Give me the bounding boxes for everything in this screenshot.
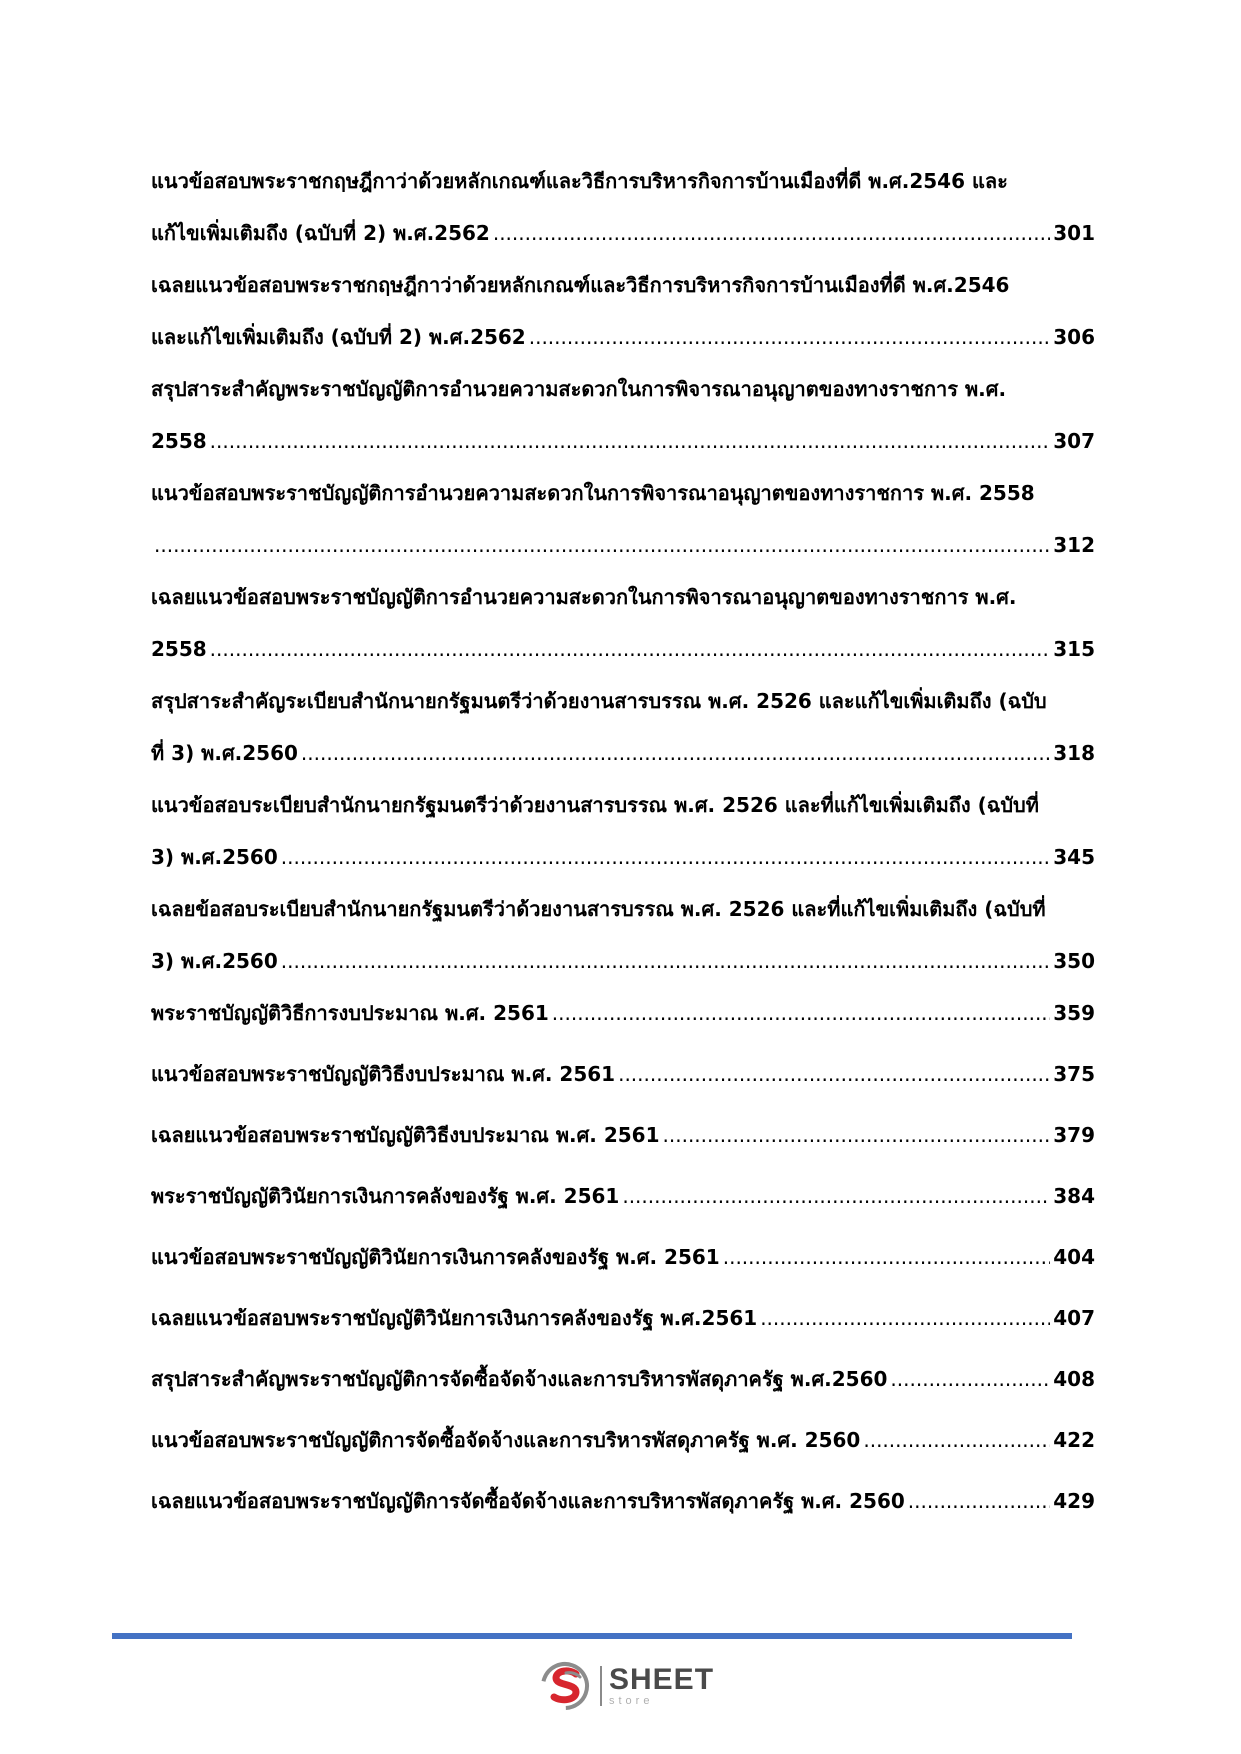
toc-entry[interactable] bbox=[151, 1170, 1095, 1231]
dot-leader bbox=[863, 1414, 1050, 1466]
toc-page-number: 307 bbox=[1053, 429, 1095, 453]
toc-entry[interactable] bbox=[151, 779, 1095, 883]
toc-page-number: 375 bbox=[1053, 1062, 1095, 1086]
toc-page-number: 312 bbox=[1053, 533, 1095, 557]
toc-page-number: 315 bbox=[1053, 637, 1095, 661]
logo-text bbox=[609, 1665, 714, 1707]
toc-page-number: 301 bbox=[1053, 221, 1095, 245]
dot-leader bbox=[663, 1109, 1051, 1161]
logo-s-icon bbox=[540, 1661, 594, 1711]
toc-entry-title-line1: เฉลยข้อสอบระเบียบสำนักนายกรัฐมนตรีว่าด้วยงานสารบรรณ พ.ศ. 2526 และที่แก้ไขเพิ่มเติมถึง (ฉบับที่ bbox=[151, 897, 1046, 921]
toc-entry[interactable] bbox=[151, 1353, 1095, 1414]
dot-leader bbox=[622, 1170, 1050, 1222]
toc-page-number: 384 bbox=[1053, 1184, 1095, 1208]
toc-entry[interactable] bbox=[151, 363, 1095, 467]
dot-leader bbox=[723, 1231, 1051, 1283]
toc-page-number: 350 bbox=[1053, 949, 1095, 973]
toc-page-number: 407 bbox=[1053, 1306, 1095, 1330]
toc-entry-title-line2: แก้ไขเพิ่มเติมถึง (ฉบับที่ 2) พ.ศ.2562 bbox=[151, 221, 490, 245]
logo-word: SHEET bbox=[609, 1663, 715, 1696]
toc-entry-title-line1: แนวข้อสอบพระราชกฤษฎีกาว่าด้วยหลักเกณฑ์และวิธีการบริหารกิจการบ้านเมืองที่ดี พ.ศ.2546 และ bbox=[151, 169, 1008, 193]
toc-entry-title-line1: สรุปสาระสำคัญระเบียบสำนักนายกรัฐมนตรีว่าด้วยงานสารบรรณ พ.ศ. 2526 และแก้ไขเพิ่มเติมถึง (ฉบับ bbox=[151, 689, 1047, 713]
toc-entry[interactable] bbox=[151, 1231, 1095, 1292]
dot-leader bbox=[154, 519, 1050, 571]
toc-entry[interactable] bbox=[151, 675, 1095, 779]
sheet-store-logo bbox=[540, 1661, 714, 1711]
toc-entry[interactable] bbox=[151, 1109, 1095, 1170]
toc-entry-title: พระราชบัญญัติวินัยการเงินการคลังของรัฐ พ.ศ. 2561 bbox=[151, 1184, 620, 1208]
toc-entry-title-line2: 3) พ.ศ.2560 bbox=[151, 949, 278, 973]
toc-page-number: 429 bbox=[1053, 1489, 1095, 1513]
toc-entry[interactable] bbox=[151, 1292, 1095, 1353]
toc-entry-title-line1: เฉลยแนวข้อสอบพระราชบัญญัติการอำนวยความสะดวกในการพิจารณาอนุญาตของทางราชการ พ.ศ. bbox=[151, 585, 1017, 609]
toc-page-number: 408 bbox=[1053, 1367, 1095, 1391]
dot-leader bbox=[281, 935, 1050, 987]
logo-divider bbox=[600, 1666, 602, 1706]
dot-leader bbox=[493, 207, 1050, 259]
dot-leader bbox=[210, 415, 1051, 467]
toc-page-number: 318 bbox=[1053, 741, 1095, 765]
toc-entry-title-line2: ที่ 3) พ.ศ.2560 bbox=[151, 741, 298, 765]
toc-entry[interactable] bbox=[151, 571, 1095, 675]
toc-page-number: 306 bbox=[1053, 325, 1095, 349]
toc-entry-title-line2: 2558 bbox=[151, 637, 207, 661]
toc-page-number: 359 bbox=[1053, 1001, 1095, 1025]
toc-entry[interactable] bbox=[151, 1475, 1095, 1536]
toc-entry-title-line2: 2558 bbox=[151, 429, 207, 453]
toc-entry-title: แนวข้อสอบพระราชบัญญัติการจัดซื้อจัดจ้างและการบริหารพัสดุภาครัฐ พ.ศ. 2560 bbox=[151, 1428, 861, 1452]
toc-entry-title: แนวข้อสอบพระราชบัญญัติวินัยการเงินการคลังของรัฐ พ.ศ. 2561 bbox=[151, 1245, 720, 1269]
toc-entry-title: เฉลยแนวข้อสอบพระราชบัญญัติวินัยการเงินการคลังของรัฐ พ.ศ.2561 bbox=[151, 1306, 758, 1330]
toc-entry[interactable] bbox=[151, 987, 1095, 1048]
toc-entry[interactable] bbox=[151, 883, 1095, 987]
toc-page-number: 345 bbox=[1053, 845, 1095, 869]
toc-page-number: 404 bbox=[1053, 1245, 1095, 1269]
dot-leader bbox=[552, 987, 1050, 1039]
logo-subword: store bbox=[609, 1695, 654, 1707]
dot-leader bbox=[281, 831, 1050, 883]
toc-entry-title-line1: สรุปสาระสำคัญพระราชบัญญัติการอำนวยความสะดวกในการพิจารณาอนุญาตของทางราชการ พ.ศ. bbox=[151, 377, 1007, 401]
dot-leader bbox=[529, 311, 1051, 363]
toc-entry[interactable] bbox=[151, 259, 1095, 363]
toc-entry-title-line2: และแก้ไขเพิ่มเติมถึง (ฉบับที่ 2) พ.ศ.2562 bbox=[151, 325, 526, 349]
toc-entry[interactable] bbox=[151, 1414, 1095, 1475]
toc-entry-title: เฉลยแนวข้อสอบพระราชบัญญัติวิธีงบประมาณ พ.ศ. 2561 bbox=[151, 1123, 660, 1147]
toc-entry-title: สรุปสาระสำคัญพระราชบัญญัติการจัดซื้อจัดจ้างและการบริหารพัสดุภาครัฐ พ.ศ.2560 bbox=[151, 1367, 888, 1391]
toc-entry-title-line1: เฉลยแนวข้อสอบพระราชกฤษฎีกาว่าด้วยหลักเกณฑ์และวิธีการบริหารกิจการบ้านเมืองที่ดี พ.ศ.2546 bbox=[151, 273, 1010, 297]
toc-entry-title-line1: แนวข้อสอบพระราชบัญญัติการอำนวยความสะดวกในการพิจารณาอนุญาตของทางราชการ พ.ศ. 2558 bbox=[151, 481, 1035, 505]
toc-entry-title: แนวข้อสอบพระราชบัญญัติวิธีงบประมาณ พ.ศ. 2561 bbox=[151, 1062, 616, 1086]
dot-leader bbox=[890, 1353, 1050, 1405]
dot-leader bbox=[301, 727, 1050, 779]
toc-entry-title-line1: แนวข้อสอบระเบียบสำนักนายกรัฐมนตรีว่าด้วยงานสารบรรณ พ.ศ. 2526 และที่แก้ไขเพิ่มเติมถึง (ฉบับที่ bbox=[151, 793, 1039, 817]
toc-entry-title: เฉลยแนวข้อสอบพระราชบัญญัติการจัดซื้อจัดจ้างและการบริหารพัสดุภาครัฐ พ.ศ. 2560 bbox=[151, 1489, 905, 1513]
toc-entry[interactable] bbox=[151, 1048, 1095, 1109]
table-of-contents bbox=[151, 155, 1095, 1536]
dot-leader bbox=[908, 1475, 1050, 1527]
toc-entry-title-line2: 3) พ.ศ.2560 bbox=[151, 845, 278, 869]
dot-leader bbox=[760, 1292, 1050, 1344]
toc-page-number: 422 bbox=[1053, 1428, 1095, 1452]
toc-entry[interactable] bbox=[151, 467, 1095, 571]
toc-entry-title: พระราชบัญญัติวิธีการงบประมาณ พ.ศ. 2561 bbox=[151, 1001, 549, 1025]
dot-leader bbox=[210, 623, 1051, 675]
toc-entry[interactable] bbox=[151, 155, 1095, 259]
toc-page-number: 379 bbox=[1053, 1123, 1095, 1147]
dot-leader bbox=[618, 1048, 1050, 1100]
footer-rule bbox=[112, 1633, 1072, 1639]
